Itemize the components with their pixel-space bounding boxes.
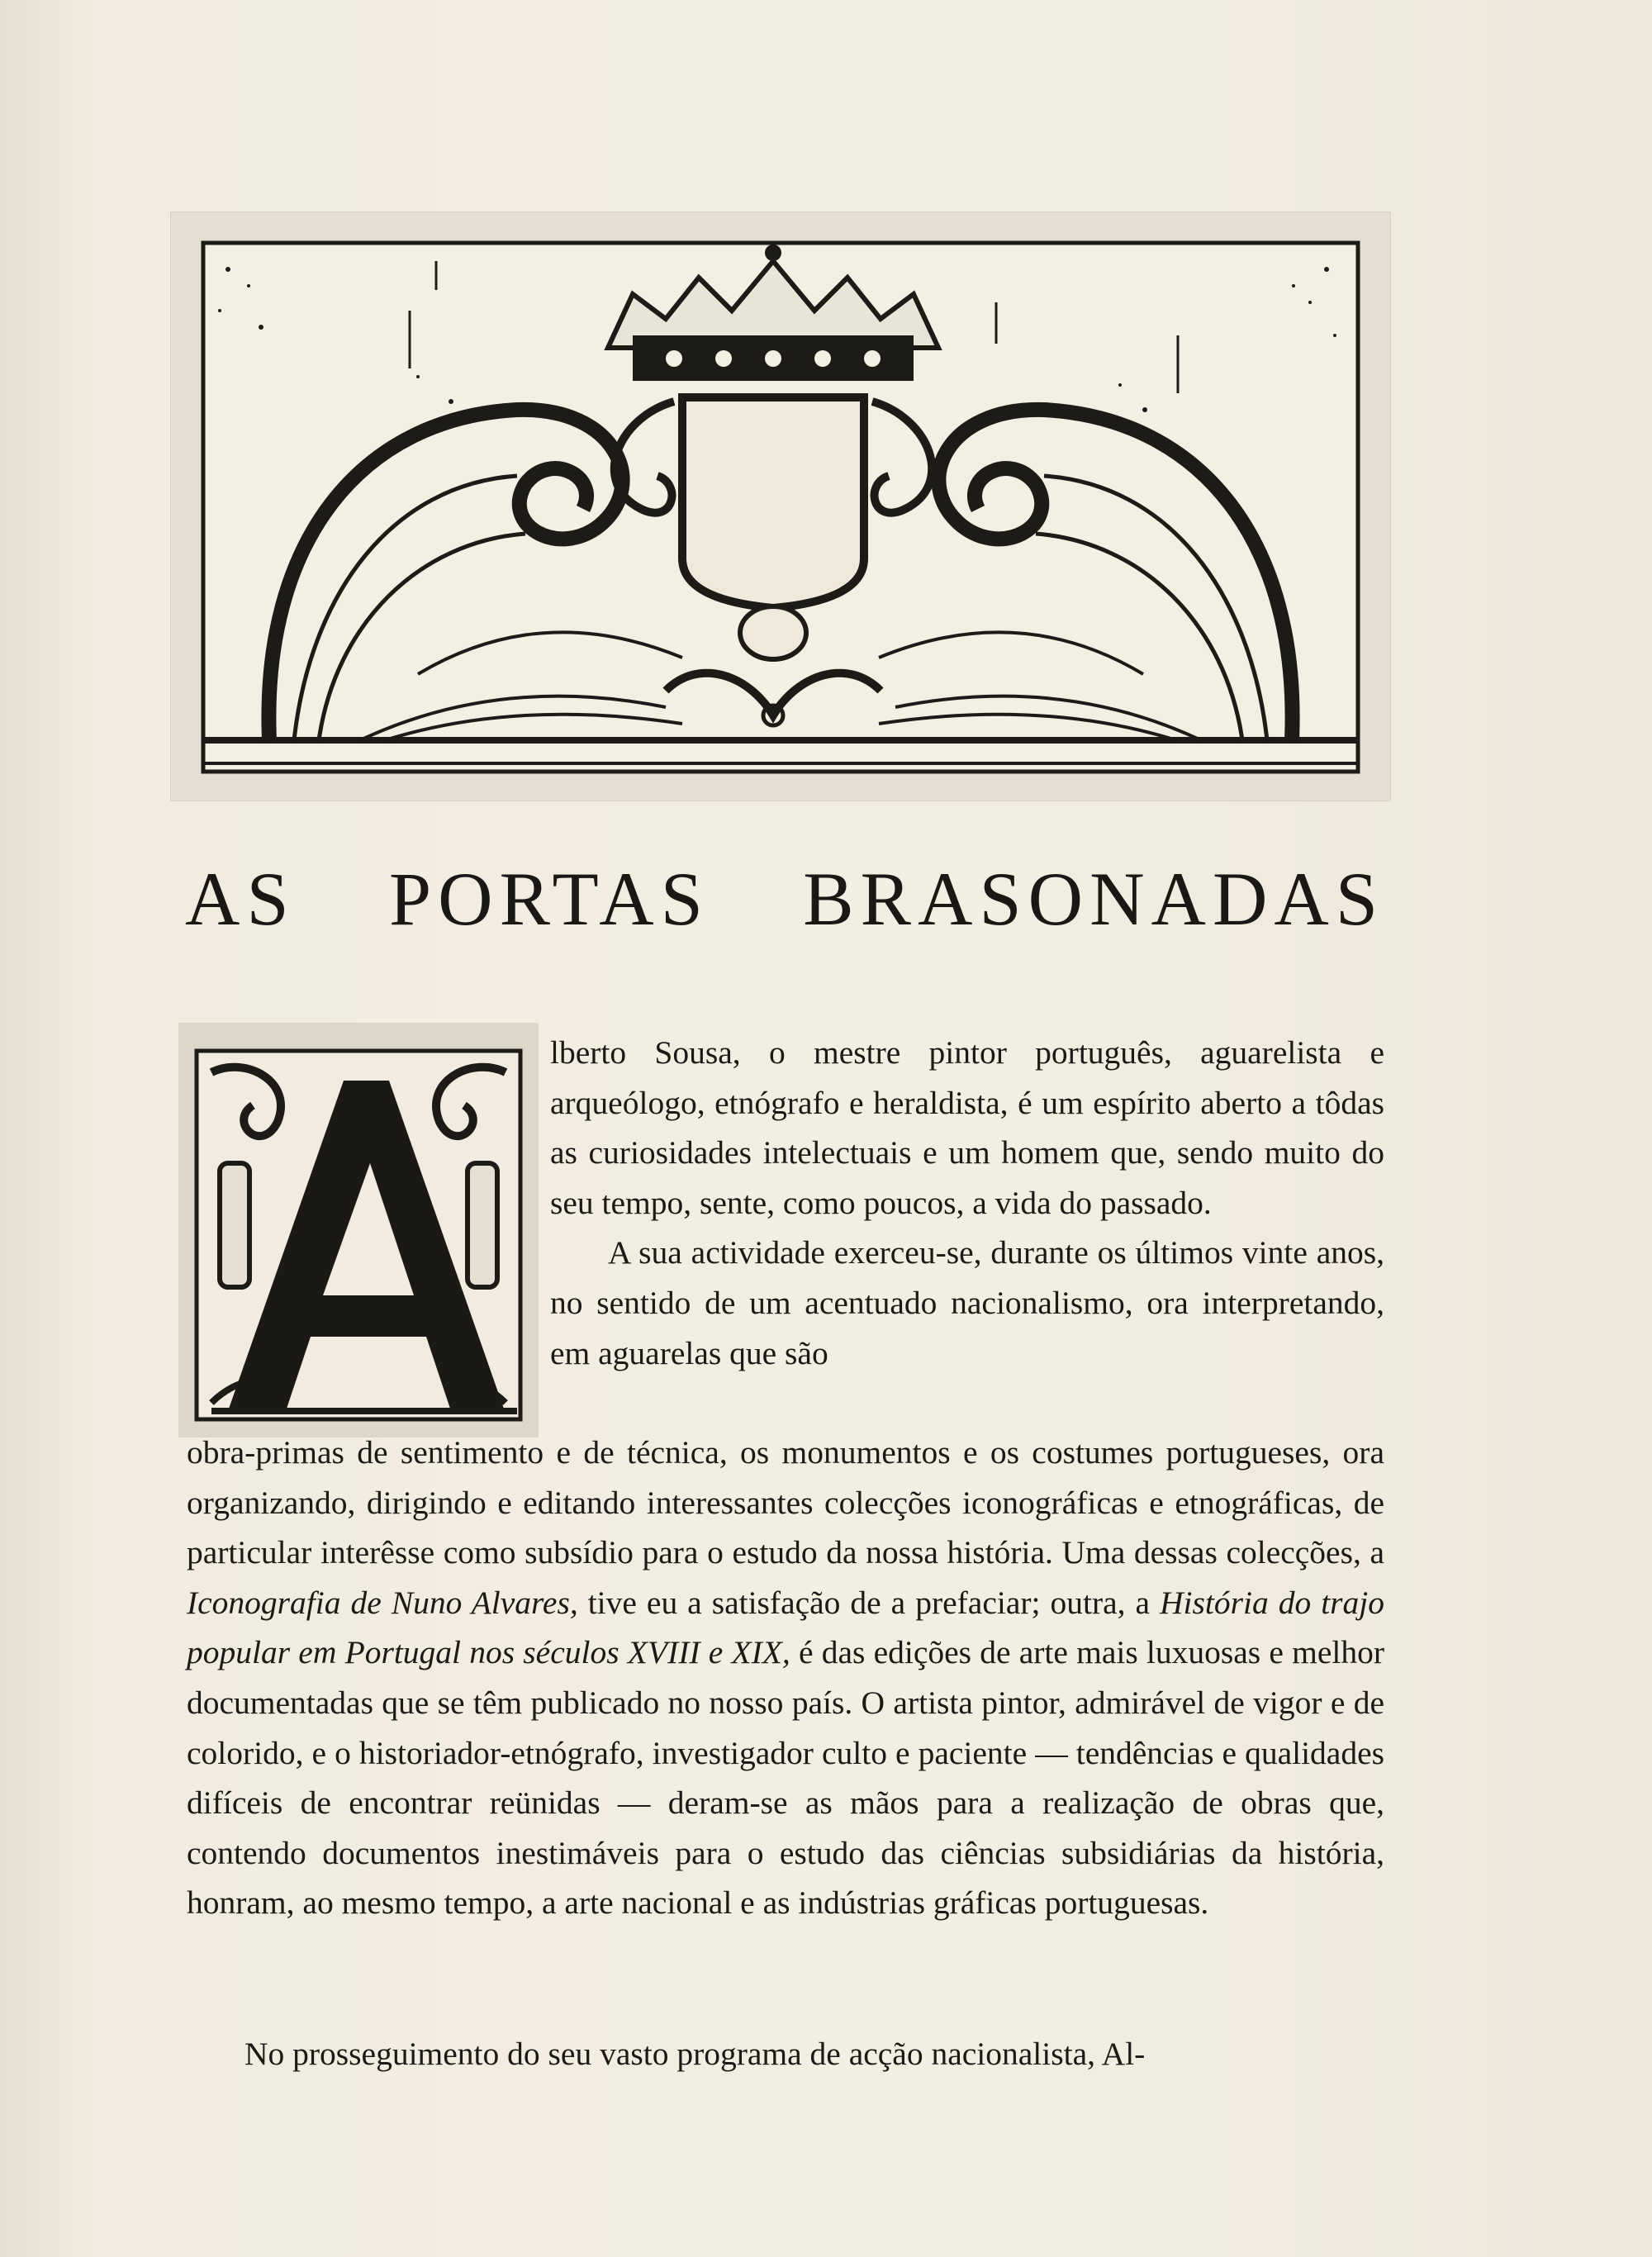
- page-title: AS PORTAS BRASONADAS: [185, 857, 1384, 941]
- heraldic-banner-illustration: [170, 211, 1391, 801]
- paragraph-intro: [550, 1028, 1384, 1378]
- book-title-historia-do-trajo: História do trajo popular em Portugal nos séculos XVIII e XIX,: [187, 1584, 1385, 1671]
- paragraph-3: No prosseguimento do seu vasto programa de acção nacionalista, Al-: [244, 2036, 1146, 2072]
- coat-of-arms-engraving: [170, 211, 1391, 801]
- paragraph-2-start: A sua actividade exerceu-se, durante os últimos vinte anos, no sentido de um acentuado nacionalismo, ora interpretando, em aguarelas que são: [550, 1234, 1384, 1371]
- drop-cap-a-illustration: [178, 1023, 539, 1437]
- paragraph-2-continued: [187, 1428, 1384, 1928]
- paragraph-2-text-b: tive eu a satisfação de a prefaciar; outra, a: [587, 1584, 1151, 1621]
- ornamental-letter-a: [178, 1023, 539, 1437]
- book-title-iconografia: Iconografia de Nuno Alvares,: [187, 1584, 578, 1621]
- paragraph-2-text-a: obra-primas de sentimento e de técnica, os monumentos e os costumes portugueses, ora organizando, dirigindo e editando interessantes colecções iconográficas e etnográficas, de particular interêsse como subsídio para o estudo da nossa história. Uma dessas colecções, a: [187, 1434, 1384, 1571]
- paragraph-1-text: lberto Sousa, o mestre pintor português, aguarelista e arqueólogo, etnógrafo e heraldista, é um espírito aberto a tôdas as curiosidades intelectuais e um homem que, sendo muito do seu tempo, sente, como poucos, a vida do passado.: [550, 1034, 1384, 1221]
- paragraph-2-text-c: é das edições de arte mais luxuosas e melhor documentadas que se têm publicado no nosso país. O artista pintor, admirável de vigor e de colorido, e o historiador-etnógrafo, investigador culto e paciente — tendências e qualidades difíceis de encontrar reünidas — deram-se as mãos para a realização de obras que, contendo documentos inestimáveis para o estudo das ciências subsidiárias da história, honram, ao mesmo tempo, a arte nacional e as indústrias gráficas portuguesas.: [187, 1634, 1385, 1922]
